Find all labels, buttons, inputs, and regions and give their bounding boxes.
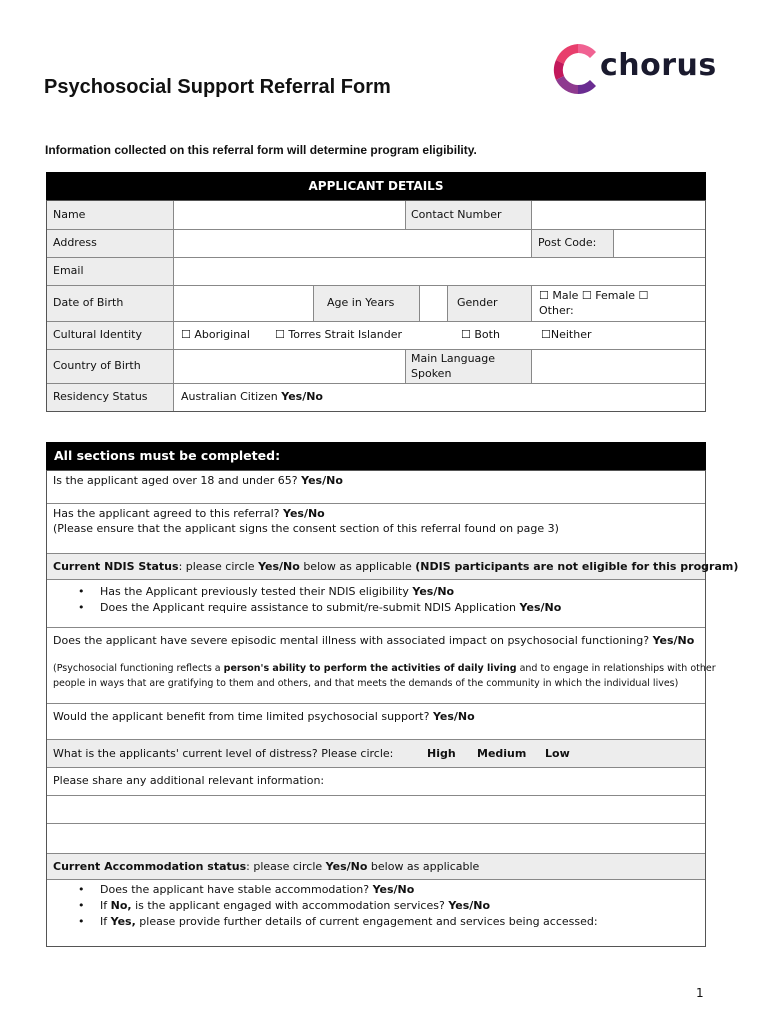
name-label: Name — [53, 208, 86, 221]
distress-high[interactable]: High — [427, 747, 456, 760]
stable-accom-yes-no[interactable]: Yes/No — [372, 883, 415, 896]
main-language-label-2: Spoken — [411, 367, 452, 380]
residency-status-label: Residency Status — [53, 390, 148, 403]
torres-strait-checkbox[interactable]: ☐ Torres Strait Islander — [275, 328, 402, 341]
dob-field[interactable] — [174, 286, 312, 320]
country-of-birth-label: Country of Birth — [53, 359, 141, 372]
australian-citizen-text: Australian Citizen Yes/No — [181, 390, 323, 403]
accom-bullet-2: • If No, is the applicant engaged with accommodation services? Yes/No — [100, 899, 490, 912]
logo-mark-icon — [550, 40, 606, 98]
illness-yes-no[interactable]: Yes/No — [652, 634, 695, 647]
chorus-logo — [550, 40, 717, 98]
email-field[interactable] — [174, 258, 704, 284]
email-label: Email — [53, 264, 84, 277]
country-of-birth-field[interactable] — [174, 350, 404, 382]
name-field[interactable] — [174, 202, 404, 228]
age-field[interactable] — [420, 286, 446, 320]
address-label: Address — [53, 236, 97, 249]
page-number: 1 — [696, 986, 704, 1000]
post-code-field[interactable] — [614, 230, 704, 256]
distress-low[interactable]: Low — [545, 747, 570, 760]
citizen-yes-no[interactable]: Yes/No — [281, 390, 323, 403]
additional-info-field-1[interactable] — [48, 796, 704, 822]
ndis-assist-yes-no[interactable]: Yes/No — [519, 601, 562, 614]
both-checkbox[interactable]: ☐ Both — [461, 328, 500, 341]
address-field[interactable] — [174, 230, 530, 256]
functioning-note-2: people in ways that are gratifying to them and others, and that meets the demands of the community in which the individual lives) — [53, 678, 679, 689]
gender-options[interactable]: ☐ Male ☐ Female ☐ — [539, 289, 649, 302]
agreed-yes-no[interactable]: Yes/No — [282, 507, 325, 520]
main-language-field[interactable] — [532, 350, 704, 382]
eligibility-note: Information collected on this referral form will determine program eligibility. — [45, 143, 477, 157]
age-question: Is the applicant aged over 18 and under 65? Yes/No — [53, 474, 343, 487]
logo-text: chorus — [600, 48, 717, 83]
aboriginal-checkbox[interactable]: ☐ Aboriginal — [181, 328, 250, 341]
distress-medium[interactable]: Medium — [477, 747, 527, 760]
ndis-tested-yes-no[interactable]: Yes/No — [412, 585, 455, 598]
all-sections-header: All sections must be completed: — [46, 442, 706, 470]
ndis-yes-no[interactable]: Yes/No — [258, 560, 300, 573]
ndis-status-row: Current NDIS Status: please circle Yes/No below as applicable (NDIS participants are not eligible for this program) — [53, 560, 739, 573]
post-code-label: Post Code: — [538, 236, 597, 249]
age-yes-no[interactable]: Yes/No — [301, 474, 343, 487]
contact-number-field[interactable] — [532, 202, 704, 228]
age-label: Age in Years — [327, 296, 395, 309]
ndis-bullet-1: • Has the Applicant previously tested their NDIS eligibility Yes/No — [100, 585, 454, 598]
accommodation-status-row: Current Accommodation status: please circle Yes/No below as applicable — [53, 860, 480, 873]
consent-note: (Please ensure that the applicant signs the consent section of this referral found on page 3) — [53, 522, 559, 535]
cultural-identity-label: Cultural Identity — [53, 328, 142, 341]
accom-bullet-1: • Does the applicant have stable accommodation? Yes/No — [100, 883, 414, 896]
additional-info-field-2[interactable] — [48, 824, 704, 852]
additional-info-label: Please share any additional relevant information: — [53, 774, 325, 787]
applicant-details-table — [46, 200, 706, 412]
mental-illness-question: Does the applicant have severe episodic mental illness with associated impact on psychosocial functioning? Yes/No — [53, 634, 695, 647]
neither-checkbox[interactable]: ☐Neither — [541, 328, 592, 341]
applicant-details-header: APPLICANT DETAILS — [46, 172, 706, 200]
dob-label: Date of Birth — [53, 296, 124, 309]
gender-label: Gender — [457, 296, 498, 309]
agreed-question: Has the applicant agreed to this referral? Yes/No — [53, 507, 325, 520]
benefit-question: Would the applicant benefit from time limited psychosocial support? Yes/No — [53, 710, 475, 723]
functioning-note-1: (Psychosocial functioning reflects a person's ability to perform the activities of daily living and to engage in relationships with other — [53, 663, 716, 674]
distress-question: What is the applicants' current level of distress? Please circle: — [53, 747, 394, 760]
main-language-label: Main Language — [411, 352, 496, 365]
gender-other: Other: — [539, 304, 574, 317]
benefit-yes-no[interactable]: Yes/No — [432, 710, 475, 723]
accom-bullet-3: • If Yes, please provide further details of current engagement and services being accessed: — [100, 915, 598, 928]
accom-yes-no[interactable]: Yes/No — [325, 860, 368, 873]
eligibility-table — [46, 470, 739, 947]
accom-services-yes-no[interactable]: Yes/No — [448, 899, 491, 912]
contact-number-label: Contact Number — [411, 208, 502, 221]
page-title: Psychosocial Support Referral Form — [44, 76, 391, 98]
ndis-bullet-2: • Does the Applicant require assistance to submit/re-submit NDIS Application Yes/No — [100, 601, 561, 614]
